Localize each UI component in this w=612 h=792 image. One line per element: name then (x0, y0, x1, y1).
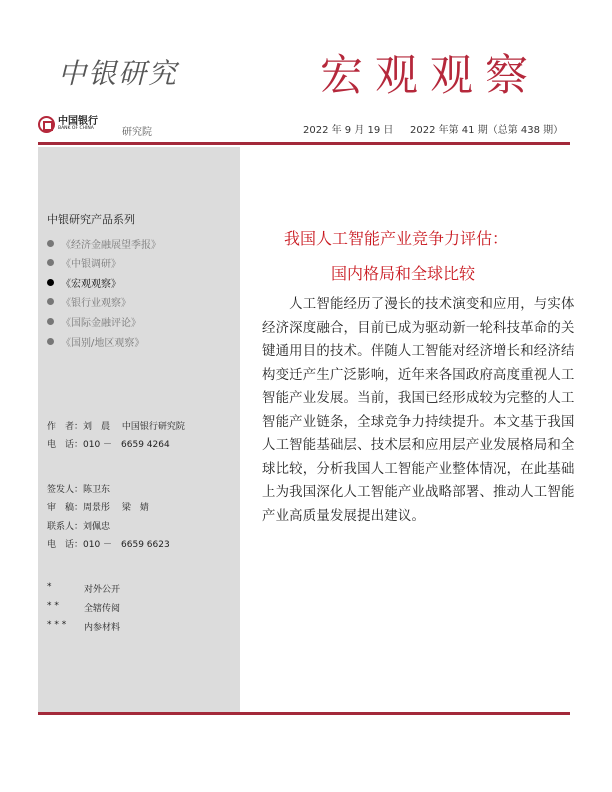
body-line: 球比较，分析我国人工智能产业整体情况，在此基础 (262, 462, 575, 477)
bullet-icon (47, 279, 54, 286)
product-series-item: 《国别/地区观察》 (47, 334, 144, 349)
level-stars: * * (47, 601, 59, 611)
author-line: 作 者：刘 晨 中国银行研究院 (47, 422, 185, 432)
product-series-item-current: 《宏观观察》 (47, 275, 121, 290)
body-line: 人工智能基础层、技术层和应用层产业发展格局和全 (262, 438, 575, 453)
product-series-item: 《中银调研》 (47, 255, 121, 270)
body-line: 智能产业发展。当前，我国已经形成较为完整的人工 (262, 391, 575, 406)
level-label: 内参材料 (84, 623, 121, 633)
body-line: 产业高质量发展提出建议。 (262, 509, 426, 524)
top-divider (38, 142, 570, 145)
publish-date: 2022 年 9 月 19 日 (303, 125, 394, 136)
bullet-icon (47, 338, 54, 345)
body-line: 上为我国深化人工智能产业战略部署、推动人工智能 (262, 485, 575, 500)
body-line: 智能产业链条，全球竞争力持续提升。本文基于我国 (262, 415, 575, 430)
bullet-icon (47, 240, 54, 247)
author-phone: 电 话：010 － 6659 4264 (47, 440, 170, 450)
bank-name-en: BANK OF CHINA (58, 126, 94, 132)
product-series-item: 《银行业观察》 (47, 294, 131, 309)
bank-of-china-emblem-icon (38, 116, 55, 133)
bullet-icon (47, 318, 54, 325)
bullet-icon (47, 259, 54, 266)
product-series-item: 《经济金融展望季报》 (47, 236, 161, 251)
issue-number: 2022 年第 41 期（总第 438 期） (410, 125, 564, 136)
article-title-line1: 我国人工智能产业竞争力评估： (284, 229, 509, 248)
body-line: 构变迁产生广泛影响，近年来各国政府高度重视人工 (262, 368, 575, 383)
contact-line: 联系人：刘佩忠 (47, 522, 111, 532)
body-line: 人工智能经历了漫长的技术演变和应用，与实体 (262, 297, 575, 312)
series-title: 宏观观察 (320, 51, 540, 101)
body-line: 经济深度融合，目前已成为驱动新一轮科技革命的关 (262, 321, 575, 336)
bottom-divider (38, 712, 570, 715)
product-series-item: 《国际金融评论》 (47, 314, 141, 329)
reviewer-line: 审 稿：周景彤 梁 婧 (47, 503, 149, 513)
level-label: 全辖传阅 (84, 604, 121, 614)
article-title-line2: 国内格局和全球比较 (331, 264, 476, 283)
signer-line: 签发人：陈卫东 (47, 485, 111, 495)
bank-of-china-logo (38, 116, 98, 133)
institute-label: 研究院 (122, 127, 152, 138)
bank-name-cn: 中国银行 (58, 116, 98, 128)
contact-phone: 电 话：010 － 6659 6623 (47, 540, 170, 550)
level-label: 对外公开 (84, 585, 121, 595)
level-stars: * * * (47, 620, 67, 630)
body-line: 键通用目的技术。伴随人工智能对经济增长和经济结 (262, 344, 575, 359)
product-series-heading: 中银研究产品系列 (47, 213, 135, 226)
bullet-icon (47, 298, 54, 305)
boc-research-calligraphy-logo: 中银研究 (58, 57, 179, 90)
level-stars: * (47, 582, 52, 592)
